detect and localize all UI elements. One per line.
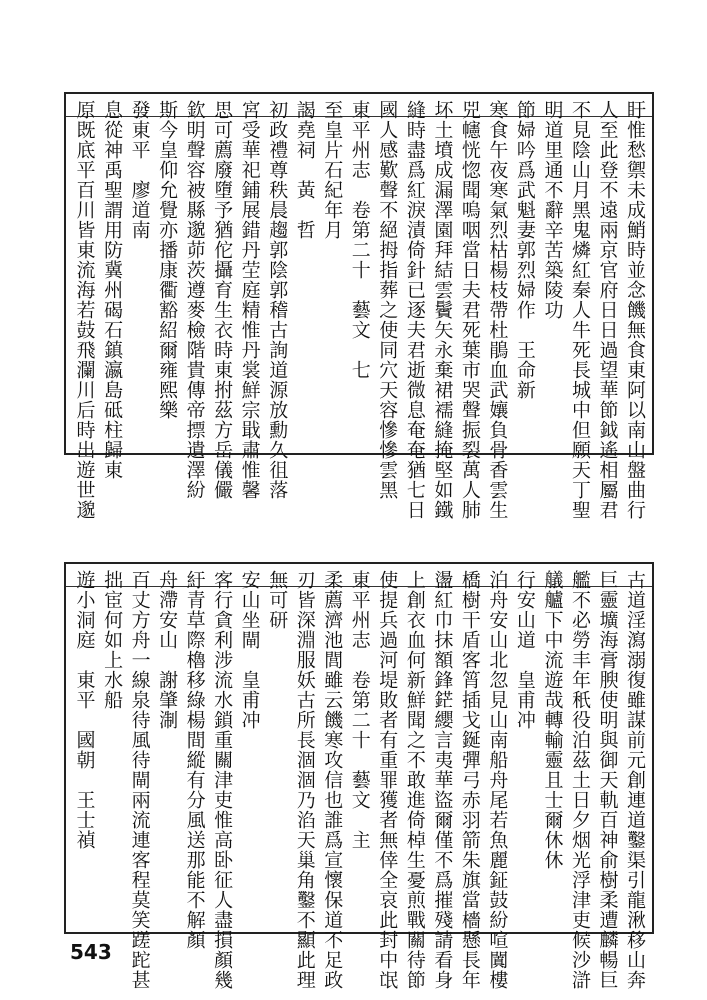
page-number: 543 (70, 940, 112, 964)
top-text-column: 謁堯祠 黃 哲 (293, 100, 316, 240)
top-text-column: 節婦吟爲武魁妻郭烈婦作 王命新 (513, 100, 536, 400)
bottom-text-column: 行安山道 皇甫冲 (513, 570, 536, 730)
bottom-text-column: 艤艫下中流遊哉轉輸靈且士爾休休 (541, 570, 564, 870)
bottom-text-column: 上創衣血何新鮮聞之不敢進倚棹生憂煎戰關待節 (403, 570, 426, 990)
bottom-text-column: 遊小洞庭 東平 國朝 王士禎 (73, 570, 96, 850)
top-text-column: 寒食午夜寒氣烈枯楊枝帶杜鵑血武孃負骨香雲生 (486, 100, 509, 520)
top-text-column: 坏土墳成漏澤園拜結雲鬢矢永棄裙襦縫掩堅如鐵 (431, 100, 454, 520)
top-text-column: 國人感歎聲不絕拇指葬之使同穴天容慘慘雲黑 (376, 100, 399, 500)
bottom-text-column: 柔薦濟池閭雖云饑寒攻信也誰爲宣懷保道不足政 (321, 570, 344, 990)
bottom-text-column: 東平州志 卷第二十 藝文 主 (348, 570, 371, 850)
top-text-column: 不見陰山月黑鬼燐紅秦人牛死長城中但願天丁聖 (568, 100, 591, 520)
top-text-column: 息從神禹聖謂用防冀州碣石鎮瀛島砥柱歸東 (101, 100, 124, 480)
top-text-column: 發東平 廖道南 (128, 100, 151, 240)
top-text-column: 思可薦廢墮予猶佗攝育生衣時東拊茲方岳儀儼 (211, 100, 234, 500)
top-text-column: 東平州志 卷第二十 藝文 七 (348, 100, 371, 380)
bottom-text-column: 客行貪利涉流水鎖重關津吏惟高卧征人盡損顏幾 (211, 570, 234, 990)
bottom-text-column: 安山坐閘 皇甫冲 (238, 570, 261, 730)
top-text-column: 盱惟愁禦未成鮹時並念饑無食東阿以南山盤曲行 (624, 100, 646, 520)
bottom-text-column: 巨靈壙海膏腴使明與御天軌百神俞樹柔遭麟暢巨 (596, 570, 619, 990)
bottom-text-column: 橋樹干盾客筲插戈鋋彈弓赤羽箭朱旗當檣懸長年 (458, 570, 481, 990)
bottom-text-column: 艦不必勞丰年秖役泊茲土日夕烟光浮津吏候沙滸 (568, 570, 591, 990)
bottom-text-column: 拙宦何如上水船 (101, 570, 124, 710)
top-text-column: 欽明聲容被縣邈茆茨遵麥檢階貴傳帝摽遺澤紛 (183, 100, 206, 500)
bottom-text-column: 古道淫瀉溺復雖謀前元創連道鑿渠引龍湫移山奔 (624, 570, 646, 990)
top-columns (66, 94, 652, 520)
top-text-column: 宮受華祀鋪展錯丹茔庭精惟丹裳鮮宗戢肅惟馨 (238, 100, 261, 500)
bottom-text-column: 紆青草際櫓移綠楊間縱有分風送那能不解顏 (183, 570, 206, 950)
bottom-text-column: 使提兵過河堤敗者有重罪獲者無倖全哀此封中氓 (376, 570, 399, 990)
bottom-text-column: 刃皆深淵服妖古所長涸涸乃淊天巢角鑿不顯此理 (293, 570, 316, 990)
top-text-column: 縫時盡爲紅淚漬倚針已逐夫君逝微息奄奄猶七日 (403, 100, 426, 520)
bottom-text-column: 百丈方舟一線泉待風待閘兩流連客程莫笑蹉跎甚 (128, 570, 151, 990)
top-text-column: 明道里通不辭辛苦築陵功 (541, 100, 564, 320)
top-text-column: 至皇片石紀年月 (321, 100, 344, 240)
bottom-text-column: 泊舟安山北忽見山南船舟尾若魚麗鉦鼓紛喧闐樓 (486, 570, 509, 990)
bottom-text-column: 舟滯安山 謝肇淛 (156, 570, 179, 730)
top-text-column: 人至此登不遠兩京官府日日過望華節鉞遙相屬君 (596, 100, 619, 520)
top-text-column: 初政禮尊秩晨趨郭陰郭稽古詢道源放勳久徂落 (266, 100, 289, 500)
bottom-text-column: 無可研 (266, 570, 289, 630)
top-text-panel (64, 92, 654, 520)
bottom-text-column: 盪紅巾抹額鋒鋩纓言夷華盜爾僅不爲摧殘請看身 (431, 570, 454, 990)
top-text-column: 兕幰恍惚聞嗚咽當日夫君死葉市哭聲振裂萬人肺 (458, 100, 481, 520)
top-text-column: 原既底平百川皆東流海若鼓飛瀾川后時出遊世邈 (73, 100, 96, 520)
top-text-column: 斯今皇仰允覺亦播康衢豁紹爾雍熙樂 (156, 100, 179, 420)
